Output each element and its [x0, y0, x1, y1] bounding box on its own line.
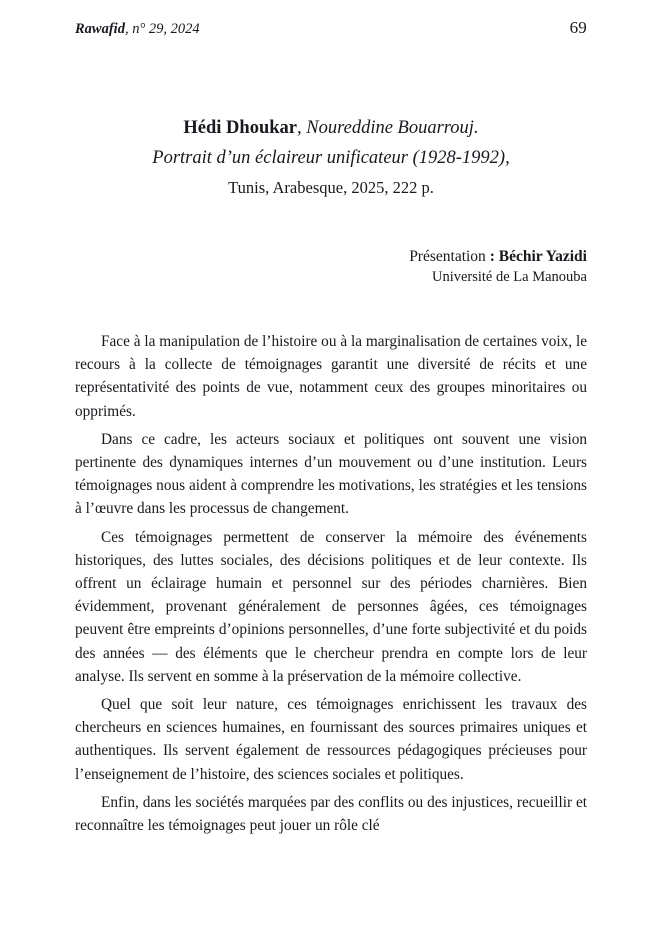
- presenter-name: : Béchir Yazidi: [489, 248, 587, 265]
- running-head-source: [75, 19, 200, 39]
- book-subtitle: Portrait d’un éclaireur unificateur (1928-1992),: [152, 148, 510, 168]
- presenter-affiliation: Université de La Manouba: [431, 269, 587, 285]
- body-paragraph: Ces témoignages permettent de conserver la mémoire des événements historiques, des luttes sociales, des décisions politiques et de leur contexte. Ils offrent un éclairage humain et personnel sur des périodes charnières. Bien évidemment, provenant généralement de personnes âgées, ces témoignages peuvent être empreints d’opinions personnelles, d’une forte subjectivité et du poids des années — des éléments que le chercheur prendra en compte lors de leur analyse. Ils servent en somme à la préservation de la mémoire collective.: [75, 528, 587, 685]
- body-paragraph: Face à la manipulation de l’histoire ou à la marginalisation de certaines voix, le recours à la collecte de témoignages garantit une diversité de récits et une représentativité des points de vue, notamment ceux des groupes minoritaires ou opprimés.: [75, 333, 587, 420]
- body-text: [75, 330, 587, 837]
- journal-issue: , n° 29, 2024: [124, 21, 200, 37]
- presentation-label: Présentation: [409, 248, 490, 265]
- body-paragraph: Quel que soit leur nature, ces témoignages enrichissent les travaux des chercheurs en sciences humaines, en fournissant des sources primaires uniques et authentiques. Ils servent également de ressources pédagogiques précieuses pour l’enseignement de l’histoire, des sciences sociales et politiques.: [75, 696, 587, 783]
- book-author: Hédi Dhoukar: [183, 118, 297, 138]
- running-head: [75, 18, 587, 38]
- journal-name: Rawafid: [75, 21, 125, 37]
- body-paragraph: Dans ce cadre, les acteurs sociaux et politiques ont souvent une vision pertinente des dynamiques internes d’un mouvement ou d’une institution. Leurs témoignages nous aident à comprendre les motivations, les stratégies et les tensions à l’œuvre dans les processus de changement.: [75, 430, 587, 518]
- title-block: [75, 113, 587, 202]
- title-line-author: [75, 113, 587, 143]
- body-paragraph: Enfin, dans les sociétés marquées par des conflits ou des injustices, recueillir et reconnaître les témoignages peut jouer un rôle clé: [75, 793, 587, 835]
- book-imprint: Tunis, Arabesque, 2025, 222 p.: [228, 178, 434, 197]
- page-number: 69: [569, 18, 587, 37]
- byline: [75, 246, 587, 288]
- byline-presenter-line: [75, 246, 587, 267]
- book-title: , Noureddine Bouarrouj.: [297, 118, 479, 138]
